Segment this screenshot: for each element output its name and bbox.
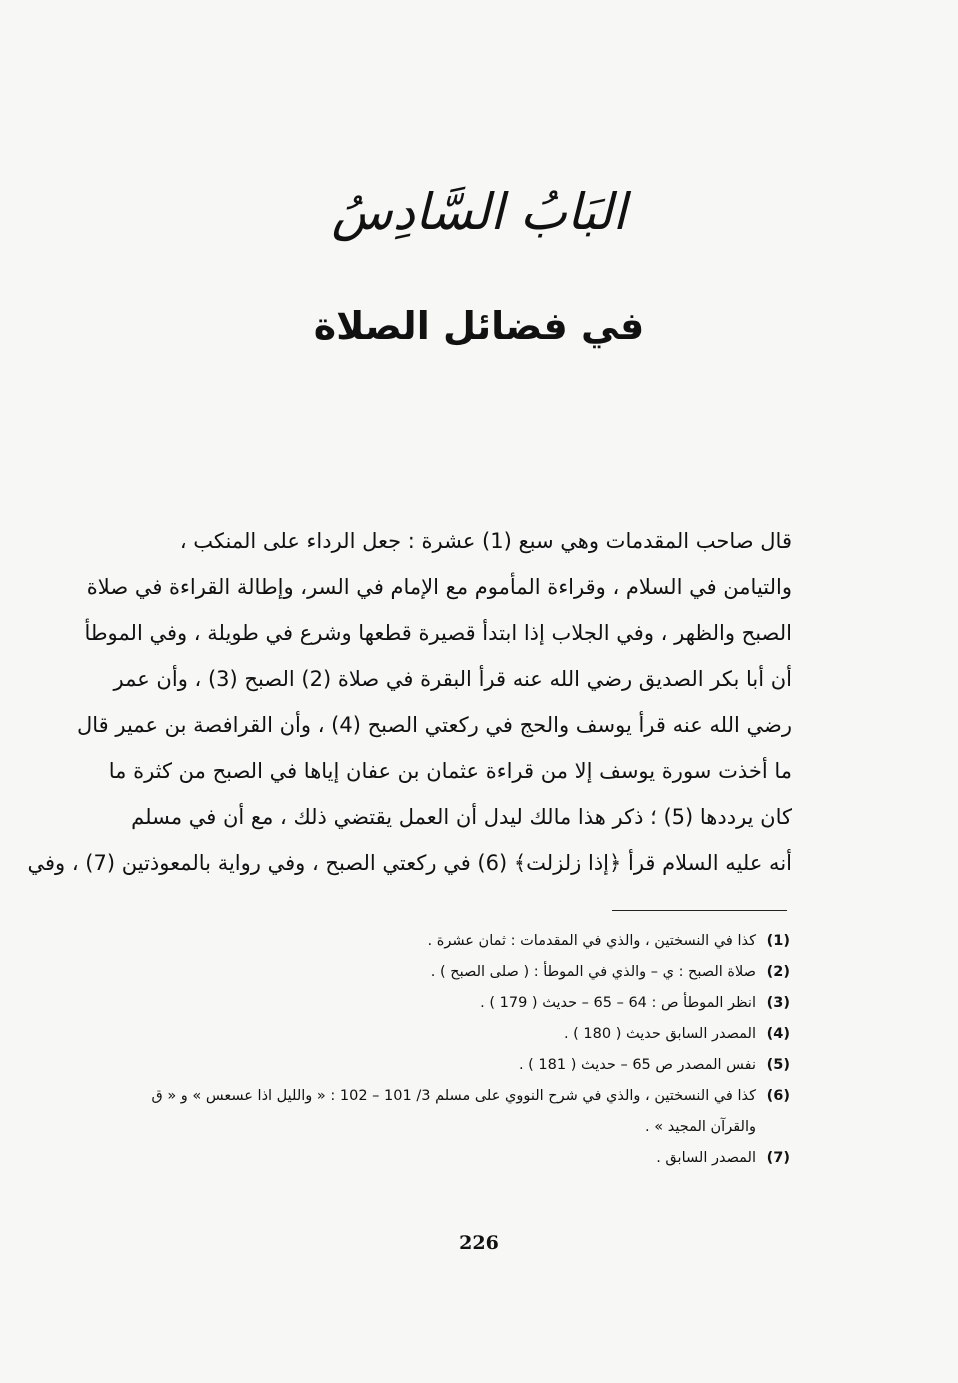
footnote-number: (1) xyxy=(766,933,790,949)
body-line: أن أبا بكر الصديق رضي الله عنه قرأ البقرة في صلاة (2) الصبح (3) ، وأن عمر xyxy=(113,667,792,691)
footnote-text: كذا في النسختين ، والذي في شرح النووي على مسلم 3/ 101 – 102 : « والليل اذا عسعس » و « ق والقرآن المجيد » . xyxy=(151,1088,756,1135)
footnote-item xyxy=(130,1050,790,1081)
footnote-text: انظر الموطأ ص : 64 – 65 – حديث ( 179 ) . xyxy=(480,995,756,1011)
footnote-number: (6) xyxy=(766,1088,790,1104)
body-line: والتيامن في السلام ، وقراءة المأموم مع الإمام في السر، وإطالة القراءة في صلاة xyxy=(86,575,792,599)
chapter-title: البَابُ السَّادِسُ xyxy=(331,183,627,241)
footnote-text: المصدر السابق حديث ( 180 ) . xyxy=(563,1026,756,1042)
body-paragraph xyxy=(27,518,792,886)
footnote-text: المصدر السابق . xyxy=(656,1150,756,1166)
footnote-item xyxy=(130,988,790,1019)
footnotes xyxy=(130,926,790,1174)
footnote-number: (2) xyxy=(766,964,790,980)
chapter-subtitle: في فضائل الصلاة xyxy=(313,304,645,348)
footnote-number: (7) xyxy=(766,1150,790,1166)
body-line: كان يرددها (5) ؛ ذكر هذا مالك ليدل أن العمل يقتضي ذلك ، مع أن في مسلم xyxy=(131,805,792,829)
footnote-number: (3) xyxy=(766,995,790,1011)
footnote-item xyxy=(130,1081,790,1143)
footnote-item xyxy=(130,1019,790,1050)
page-number: 226 xyxy=(459,1232,499,1254)
footnote-item xyxy=(130,957,790,988)
footnote-text: نفس المصدر ص 65 – حديث ( 181 ) . xyxy=(518,1057,756,1073)
body-line: الصبح والظهر ، وفي الجلاب إذا ابتدأ قصيرة قطعها وشرع في طويلة ، وفي الموطأ xyxy=(84,621,792,645)
body-line: رضي الله عنه قرأ يوسف والحج في ركعتي الصبح (4) ، وأن القرافصة بن عمير قال xyxy=(77,713,792,737)
footnote-divider xyxy=(612,910,787,911)
footnote-number: (4) xyxy=(766,1026,790,1042)
footnote-item xyxy=(130,1143,790,1174)
footnote-number: (5) xyxy=(766,1057,790,1073)
footnote-text: كذا في النسختين ، والذي في المقدمات : ثمان عشرة . xyxy=(427,933,756,949)
footnote-item xyxy=(130,926,790,957)
body-line: أنه عليه السلام قرأ ﴿إذا زلزلت﴾ (6) في ركعتي الصبح ، وفي رواية بالمعوذتين (7) ، وفي xyxy=(27,851,792,875)
body-line: ما أخذت سورة يوسف إلا من قراءة عثمان بن عفان إياها في الصبح من كثرة ما xyxy=(108,759,792,783)
body-line: قال صاحب المقدمات وهي سبع (1) عشرة : جعل الرداء على المنكب ، xyxy=(179,529,792,553)
footnote-text: صلاة الصبح : ي – والذي في الموطأ : ( صلى الصبح ) . xyxy=(430,964,756,980)
